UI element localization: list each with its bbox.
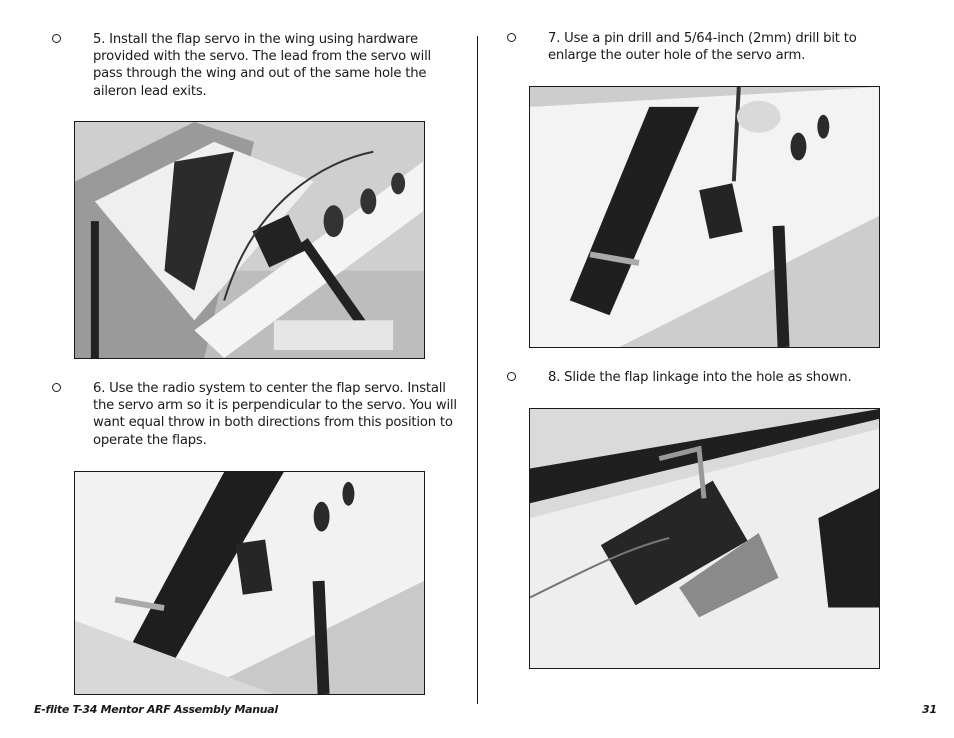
photo-servo-arm-centered [74, 471, 425, 695]
step-6-line-1: 6. Use the radio system to center the flap servo. Install [93, 381, 446, 396]
step-7-line-2: enlarge the outer hole of the servo arm. [548, 48, 806, 64]
step-6-line-4: operate the flaps. [93, 432, 207, 448]
step-5-line-4: aileron lead exits. [93, 83, 207, 99]
step-5-text [93, 31, 431, 100]
column-divider [477, 36, 478, 704]
checkbox-circle-icon[interactable] [507, 33, 516, 42]
step-7-text [548, 30, 857, 64]
checkbox-circle-icon[interactable] [52, 34, 61, 43]
step-8-text [548, 369, 851, 386]
footer-page-number: 31 [922, 703, 937, 716]
step-6-line-2: the servo arm so it is perpendicular to the servo. You will [93, 398, 457, 414]
photo-drilling-servo-arm [529, 86, 880, 348]
step-5-line-2: provided with the servo. The lead from the servo will [93, 49, 432, 65]
photo-flap-linkage-inserted [529, 408, 880, 669]
photo-flap-servo-installed [74, 121, 425, 359]
step-6-text [93, 380, 457, 449]
step-7-line-1: 7. Use a pin drill and 5/64-inch (2mm) drill bit to [548, 31, 857, 46]
step-5-line-3: pass through the wing and out of the same hole the [93, 66, 427, 82]
step-5-line-1: 5. Install the flap servo in the wing using hardware [93, 32, 418, 47]
footer-manual-title: E-flite T-34 Mentor ARF Assembly Manual [34, 703, 278, 716]
checkbox-circle-icon[interactable] [507, 372, 516, 381]
step-6-line-3: want equal throw in both directions from this position to [93, 415, 453, 431]
step-8-line-1: 8. Slide the flap linkage into the hole as shown. [548, 370, 852, 385]
checkbox-circle-icon[interactable] [52, 383, 61, 392]
